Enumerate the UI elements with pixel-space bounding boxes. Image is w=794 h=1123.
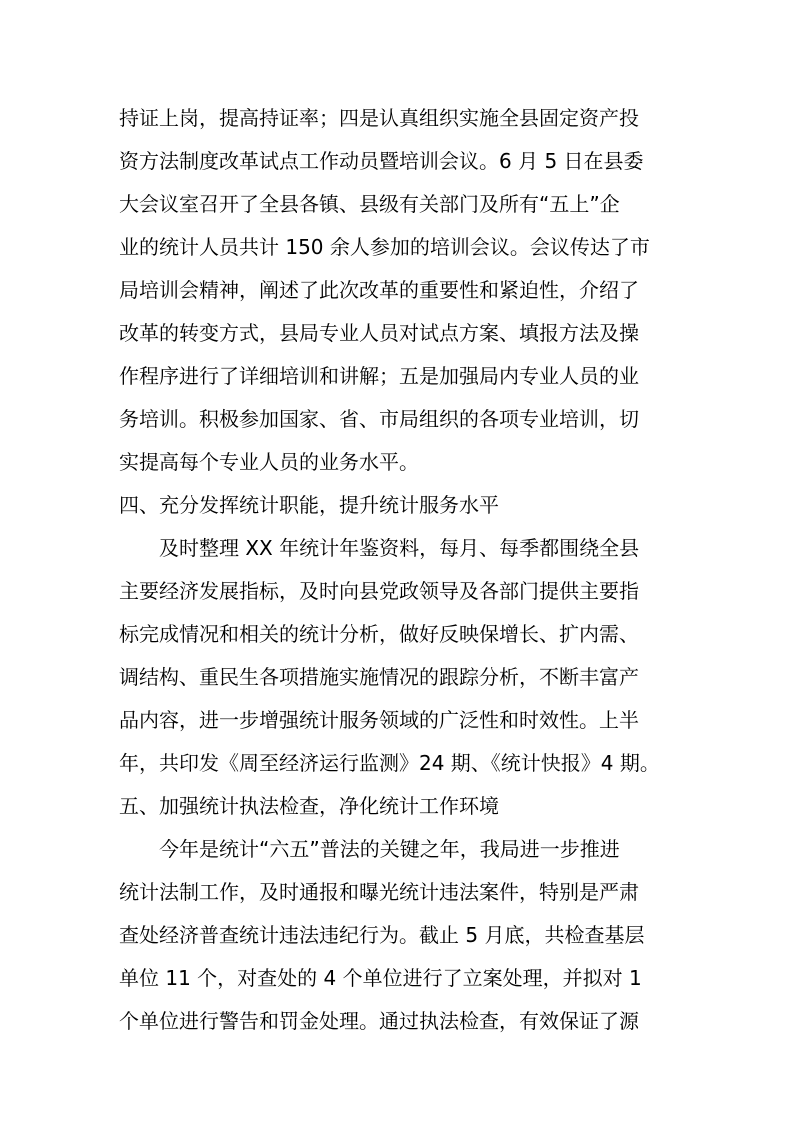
text-line-13: 标完成情况和相关的统计分析，做好反映保增长、扩内需、: [119, 622, 639, 646]
text-line-4: 业的统计人员共计 150 余人参加的培训会议。会议传达了市: [119, 235, 650, 259]
text-line-11: 及时整理 XX 年统计年鉴资料，每月、每季都围绕全县: [159, 536, 640, 560]
text-line-21: 单位 11 个，对查处的 4 个单位进行了立案处理，并拟对 1: [119, 966, 642, 990]
text-line-20: 查处经济普查统计违法违纪行为。截止 5 月底，共检查基层: [119, 923, 645, 947]
text-line-5: 局培训会精神，阐述了此次改革的重要性和紧迫性，介绍了: [119, 278, 639, 302]
section-heading-4: 四、充分发挥统计职能，提升统计服务水平: [119, 493, 499, 517]
section-heading-5: 五、加强统计执法检查，净化统计工作环境: [119, 794, 499, 818]
text-line-9: 实提高每个专业人员的业务水平。: [119, 450, 419, 474]
text-line-1: 持证上岗，提高持证率；四是认真组织实施全县固定资产投: [119, 106, 639, 130]
text-line-15: 品内容，进一步增强统计服务领域的广泛性和时效性。上半: [119, 708, 639, 732]
text-line-22: 个单位进行警告和罚金处理。通过执法检查，有效保证了源: [119, 1009, 639, 1033]
text-line-3: 大会议室召开了全县各镇、县级有关部门及所有“五上”企: [119, 192, 620, 216]
text-line-8: 务培训。积极参加国家、省、市局组织的各项专业培训，切: [119, 407, 639, 431]
text-line-16: 年，共印发《周至经济运行监测》24 期、《统计快报》4 期。: [119, 751, 660, 775]
text-line-6: 改革的转变方式，县局专业人员对试点方案、填报方法及操: [119, 321, 639, 345]
text-line-19: 统计法制工作，及时通报和曝光统计违法案件，特别是严肃: [119, 880, 639, 904]
text-line-7: 作程序进行了详细培训和讲解；五是加强局内专业人员的业: [119, 364, 639, 388]
text-line-2: 资方法制度改革试点工作动员暨培训会议。6 月 5 日在县委: [119, 149, 644, 173]
text-line-14: 调结构、重民生各项措施实施情况的跟踪分析，不断丰富产: [119, 665, 639, 689]
text-line-12: 主要经济发展指标，及时向县党政领导及各部门提供主要指: [119, 579, 639, 603]
text-line-18: 今年是统计“六五”普法的关键之年，我局进一步推进: [159, 837, 620, 861]
